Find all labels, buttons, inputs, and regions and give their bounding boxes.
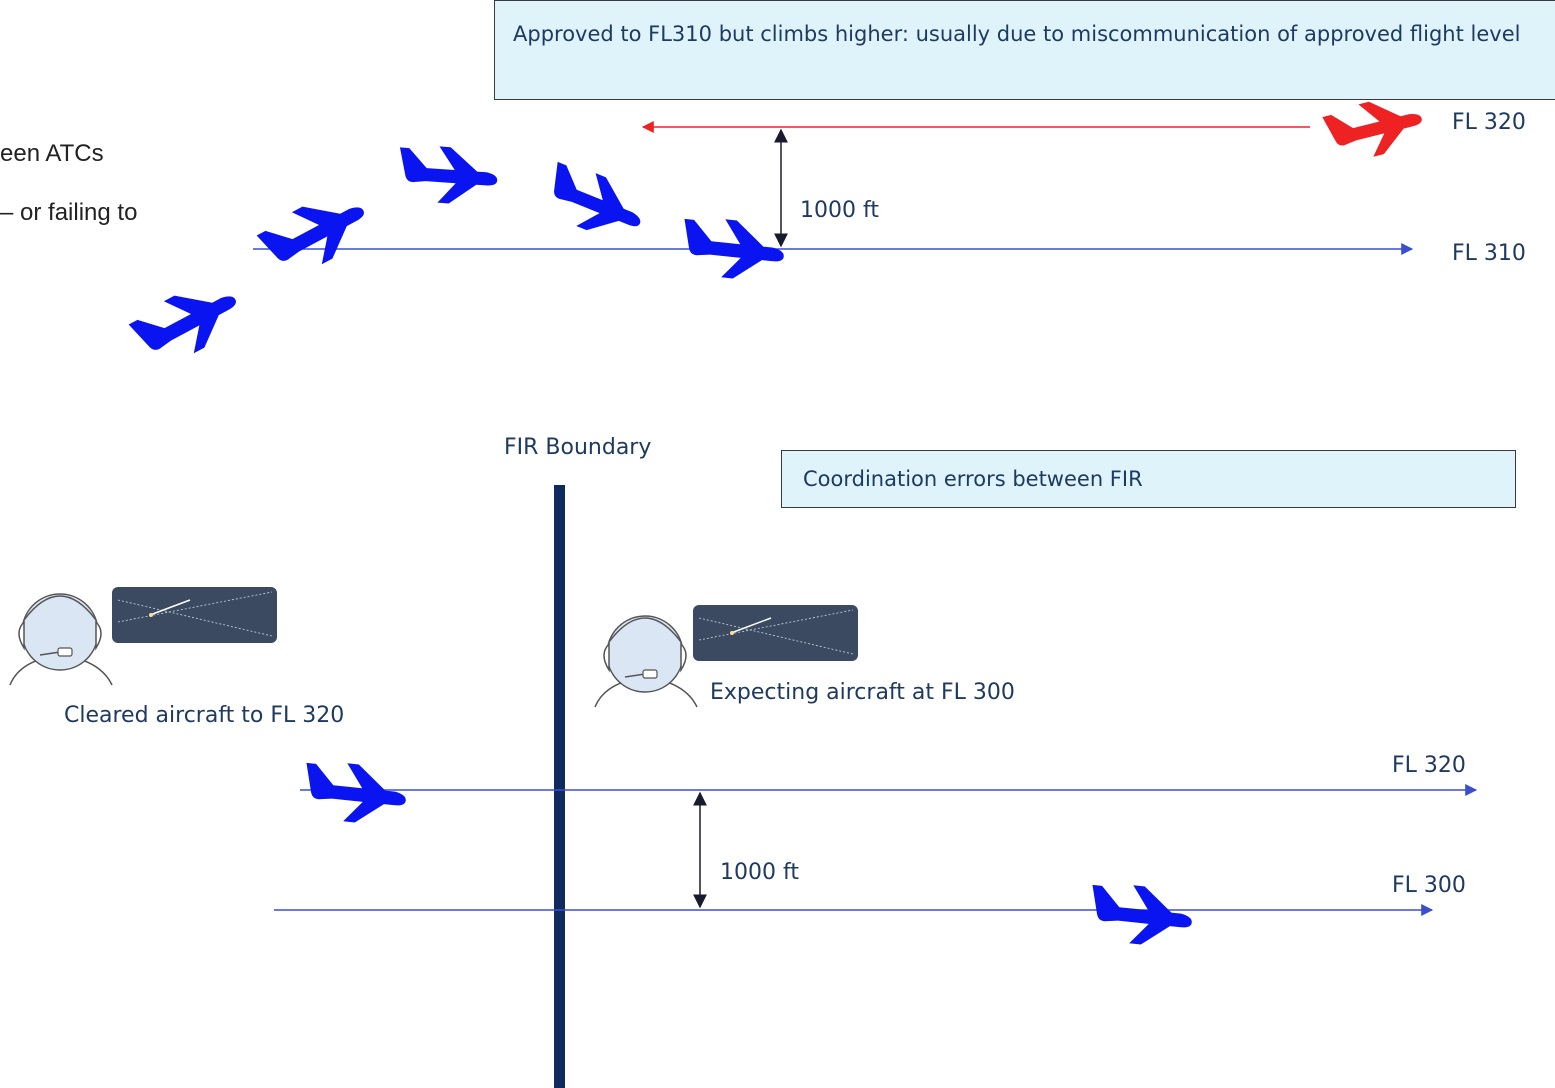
aircraft-icon xyxy=(538,158,651,247)
top-fl310-label: FL 310 xyxy=(1452,241,1526,266)
bottom-fl300-label: FL 300 xyxy=(1392,873,1466,898)
air-traffic-controller-icon xyxy=(10,594,112,685)
fir-boundary-line xyxy=(554,485,565,1088)
aircraft-icon xyxy=(1087,881,1195,950)
top-fl320-label: FL 320 xyxy=(1452,110,1526,135)
truncated-bullet-text-2: een ATCs xyxy=(0,140,104,167)
deviating-aircraft-icon xyxy=(1321,90,1427,166)
radar-screen-icon xyxy=(693,605,858,661)
top-separation-label: 1000 ft xyxy=(800,198,879,223)
aircraft-icon xyxy=(396,144,499,207)
coordination-error-callout-text: Coordination errors between FIR xyxy=(803,467,1143,491)
aircraft-icon xyxy=(127,271,249,374)
climb-deviation-callout-text: Approved to FL310 but climbs higher: usually due to miscommunication of approved flight level xyxy=(513,22,1521,46)
bottom-separation-label: 1000 ft xyxy=(720,860,799,885)
left-controller-caption: Cleared aircraft to FL 320 xyxy=(64,703,345,728)
truncated-bullet-text-1: – or failing to xyxy=(0,199,138,226)
right-controller-caption: Expecting aircraft at FL 300 xyxy=(710,680,1015,705)
aircraft-icon xyxy=(255,182,377,285)
aircraft-icon xyxy=(301,759,409,828)
radar-screen-icon xyxy=(112,587,277,643)
bottom-fl320-label: FL 320 xyxy=(1392,753,1466,778)
air-traffic-controller-icon xyxy=(595,616,697,707)
fir-boundary-label: FIR Boundary xyxy=(504,435,652,460)
aircraft-icon xyxy=(679,215,787,284)
